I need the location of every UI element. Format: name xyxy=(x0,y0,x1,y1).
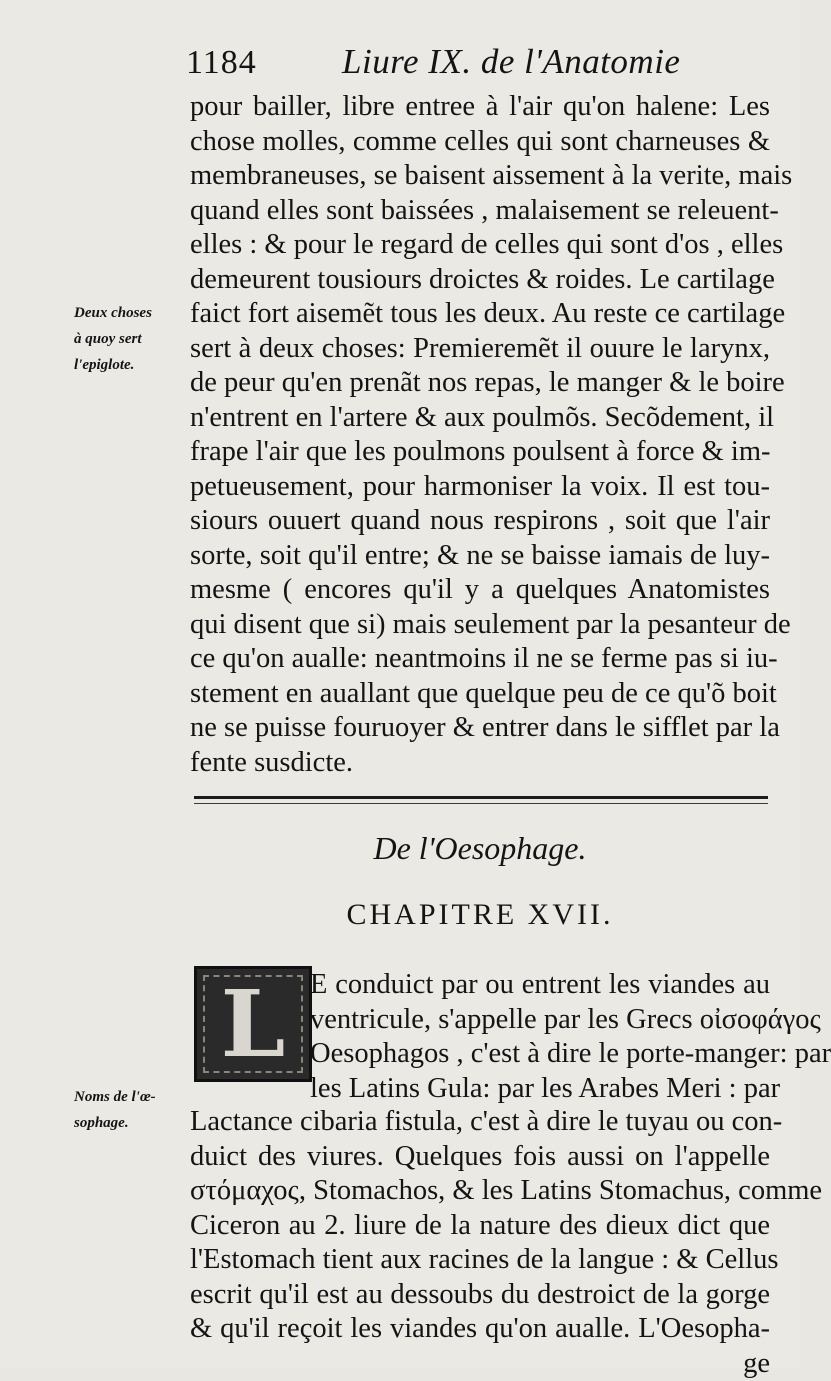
text-line: chose molles, comme celles qui sont charneuses & xyxy=(190,125,770,160)
top-paragraph xyxy=(190,90,770,780)
text-line: membraneuses, se baisent aissement à la verite, mais xyxy=(190,159,770,194)
catchword: ge xyxy=(190,1347,770,1381)
text-line: quand elles sont baissées , malaisement se releuent- xyxy=(190,194,770,229)
text-line: fente susdicte. xyxy=(190,746,770,781)
text-line: faict fort aisemẽt tous les deux. Au reste ce cartilage xyxy=(190,297,770,332)
text-line: sert à deux choses: Premieremẽt il ouure le larynx, xyxy=(190,332,770,367)
text-line: pour bailler, libre entree à l'air qu'on halene: Les xyxy=(190,90,770,125)
text-line: sorte, soit qu'il entre; & ne se baisse iamais de luy- xyxy=(190,539,770,574)
text-line: l'Estomach tient aux racines de la langue : & Cellus xyxy=(190,1243,770,1278)
margin-note-line: l'epiglote. xyxy=(74,352,186,378)
text-line: Ciceron au 2. liure de la nature des dieux dict que xyxy=(190,1209,770,1244)
text-line: siours ouuert quand nous respirons , soit que l'air xyxy=(190,504,770,539)
text-line: E conduict par ou entrent les viandes au xyxy=(310,968,770,1003)
text-line: mesme ( encores qu'il y a quelques Anatomistes xyxy=(190,573,770,608)
decorated-initial xyxy=(194,966,312,1082)
chapter-heading: CHAPITRE XVII. xyxy=(190,898,770,932)
text-line: Oesophagos , c'est à dire le porte-manger: par xyxy=(310,1037,770,1072)
text-line: elles : & pour le regard de celles qui sont d'os , elles xyxy=(190,228,770,263)
section-divider-thin xyxy=(194,803,768,804)
text-line: ce qu'on aualle: neantmoins il ne se ferme pas si iu- xyxy=(190,642,770,677)
text-line: n'entrent en l'artere & aux poulmõs. Secõdement, il xyxy=(190,401,770,436)
chapter-opening-lines xyxy=(310,968,770,1106)
text-line: ventricule, s'appelle par les Grecs οἰσοφάγος xyxy=(310,1003,770,1038)
text-line: frape l'air que les poulmons poulsent à force & im- xyxy=(190,435,770,470)
page-number: 1184 xyxy=(186,44,257,82)
initial-letter: L xyxy=(221,978,286,1070)
text-line: de peur qu'en prenãt nos repas, le manger & le boire xyxy=(190,366,770,401)
text-line: & qu'il reçoit les viandes qu'on aualle. L'Oesopha- xyxy=(190,1312,770,1347)
section-divider xyxy=(194,796,768,799)
margin-note-line: à quoy sert xyxy=(74,326,186,352)
running-head: Liure IX. de l'Anatomie xyxy=(342,42,680,82)
margin-note-epiglotte xyxy=(74,300,186,378)
text-line: Lactance cibaria fistula, c'est à dire le tuyau ou con- xyxy=(190,1105,770,1140)
text-line: duict des viures. Quelques fois aussi on l'appelle xyxy=(190,1140,770,1175)
text-line: στόμαχος, Stomachos, & les Latins Stomachus, comme xyxy=(190,1174,770,1209)
section-title: De l'Oesophage. xyxy=(190,830,770,867)
text-line: les Latins Gula: par les Arabes Meri : par xyxy=(310,1072,770,1107)
text-line: stement en auallant que quelque peu de ce qu'õ boit xyxy=(190,677,770,712)
text-line: demeurent tousiours droictes & roides. Le cartilage xyxy=(190,263,770,298)
text-line: qui disent que si) mais seulement par la pesanteur de xyxy=(190,608,770,643)
text-line: escrit qu'il est au dessoubs du destroict de la gorge xyxy=(190,1278,770,1313)
margin-note-line: Noms de l'œ- xyxy=(74,1084,186,1110)
chapter-paragraph xyxy=(190,1105,770,1381)
initial-ornament xyxy=(203,975,303,1073)
margin-note-line: Deux choses xyxy=(74,300,186,326)
text-line: ne se puisse fouruoyer & entrer dans le sifflet par la xyxy=(190,711,770,746)
text-line: petueusement, pour harmoniser la voix. Il est tou- xyxy=(190,470,770,505)
page-header xyxy=(186,40,706,88)
margin-note-line: sophage. xyxy=(74,1110,186,1136)
margin-note-oesophage xyxy=(74,1084,186,1136)
